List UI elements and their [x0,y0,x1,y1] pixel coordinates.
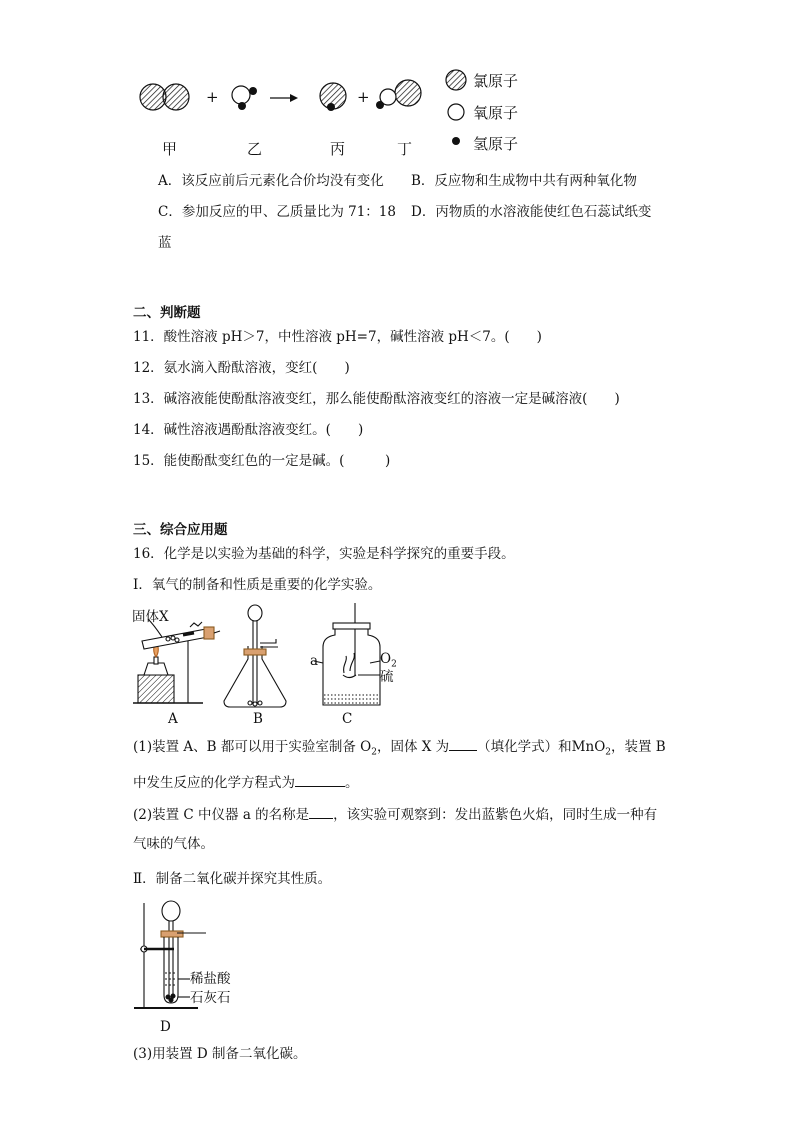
answer-blank-equation[interactable] [295,774,345,787]
molecule-jia [140,84,189,110]
molecule-bing [320,83,346,111]
label-instrument-a: a [310,653,319,669]
section-judgement-title: 二、判断题 [133,305,201,321]
option-d-continued: 蓝 [158,235,172,251]
label-apparatus-b: B [253,711,263,727]
question-12: 12．氨水滴入酚酞溶液，变红( ) [133,360,350,376]
option-a: A．该反应前后元素化合价均没有变化 [158,173,384,189]
apparatus-a [133,619,220,703]
label-sulfur: 硫 [380,669,394,685]
section-application-title: 三、综合应用题 [133,522,228,538]
plus-sign-2: + [357,88,370,106]
legend-hydrogen: 氢原子 [473,135,519,153]
answer-blank-instrument-name[interactable] [309,806,333,819]
label-solid-x: 固体X [132,609,169,625]
part-1-heading: Ⅰ．氧气的制备和性质是重要的化学实验。 [133,577,382,593]
question-2-line-2: 气味的气体。 [133,836,214,852]
option-b: B．反应物和生成物中共有两种氧化物 [411,173,637,189]
plus-sign-1: + [206,88,219,106]
question-1-line-2: 中发生反应的化学方程式为 。 [133,775,359,791]
option-c: C．参加反应的甲、乙质量比为 71：18 [158,204,396,220]
label-apparatus-a: A [168,711,178,727]
reaction-diagram [130,60,690,185]
label-yi: 乙 [247,140,263,158]
label-o2: $O_2$ [380,651,397,670]
question-2-line-1: (2)装置 C 中仪器 a 的名称是 ，该实验可观察到：发出蓝紫色火焰，同时生成一种有 [133,807,658,823]
part-2-heading: Ⅱ．制备二氧化碳并探究其性质。 [133,871,332,887]
question-11: 11．酸性溶液 pH＞7，中性溶液 pH=7，碱性溶液 pH＜7。( ) [133,329,542,345]
molecule-yi [232,86,257,110]
legend [446,70,466,145]
label-jia: 甲 [162,140,178,158]
question-14: 14．碱性溶液遇酚酞溶液变红。( ) [133,422,364,438]
option-d: D．丙物质的水溶液能使红色石蕊试纸变 [411,204,652,220]
answer-blank-solid-x[interactable] [449,738,477,751]
label-limestone: 石灰石 [190,990,231,1006]
question-3: (3)用装置 D 制备二氧化碳。 [133,1046,307,1062]
question-16-stem: 16．化学是以实验为基础的科学，实验是科学探究的重要手段。 [133,546,515,562]
molecule-ding [376,80,421,109]
apparatus-c [314,603,380,705]
apparatus-b [224,605,286,707]
question-13: 13．碱溶液能使酚酞溶液变红，那么能使酚酞溶液变红的溶液一定是碱溶液( ) [133,391,620,407]
label-ding: 丁 [397,140,413,158]
label-apparatus-d: D [160,1019,171,1035]
label-apparatus-c: C [342,711,353,727]
reaction-arrow [270,94,298,102]
label-bing: 丙 [330,140,346,158]
legend-oxygen: 氧原子 [473,104,519,122]
question-1-line-1: (1)装置 A、B 都可以用于实验室制备 $O_2$，固体 X 为 （填化学式）和MnO$_2$，装置 B [133,739,666,758]
question-15: 15．能使酚酞变红色的一定是碱。( ) [133,453,391,469]
label-dilute-hcl: 稀盐酸 [190,971,231,987]
legend-chlorine: 氯原子 [473,72,519,90]
